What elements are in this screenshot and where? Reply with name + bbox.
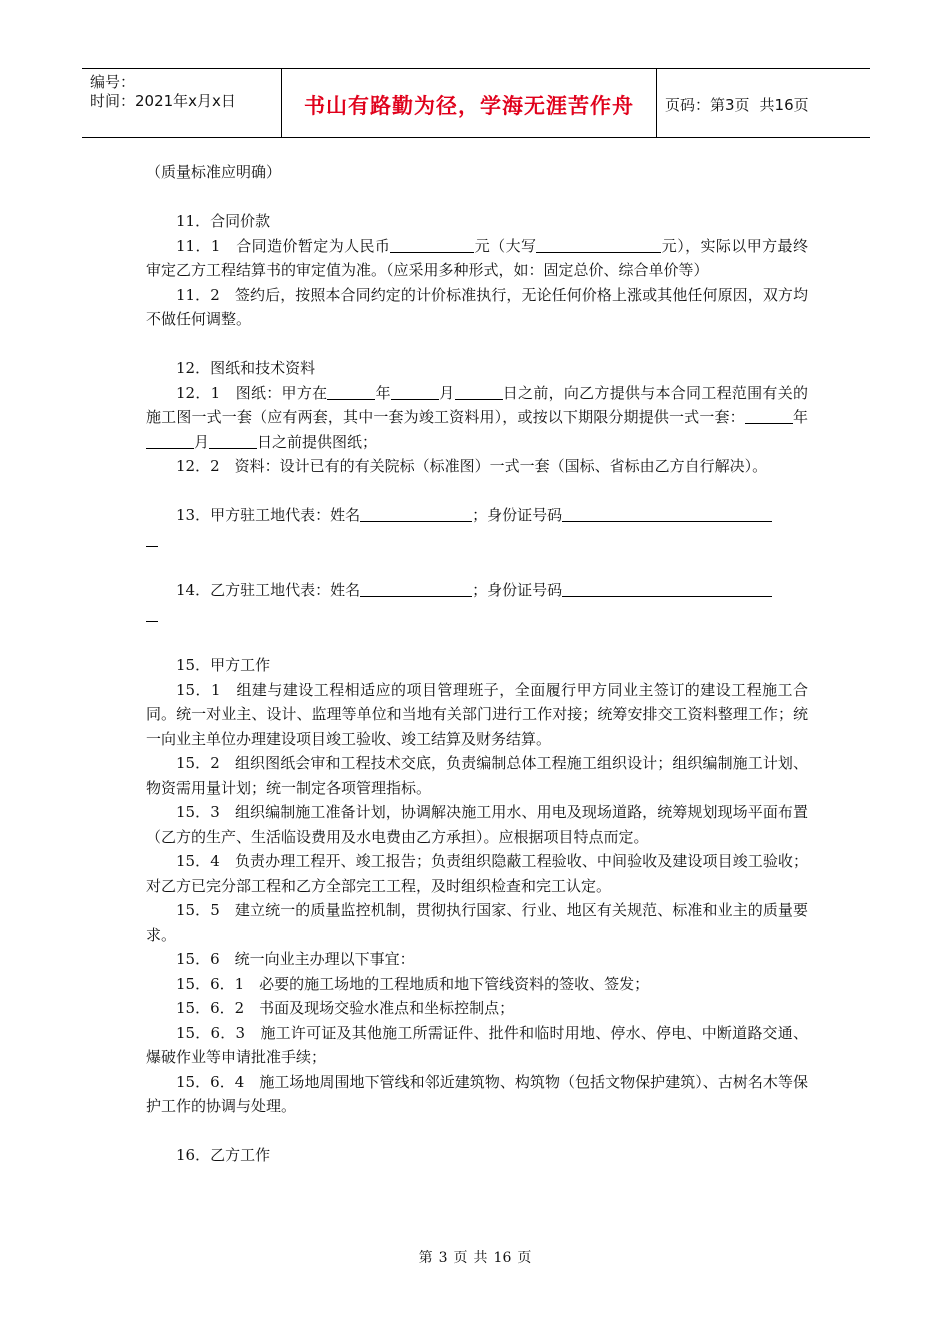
header-page-info: [657, 71, 870, 137]
footer-ye: 页: [453, 1250, 468, 1266]
party-b-rep-id-blank[interactable]: [562, 580, 772, 597]
section-15-6-2: 15．6．2 书面及现场交验水准点和坐标控制点；: [176, 999, 515, 1017]
section-12-1-text-c: 月: [438, 383, 455, 402]
document-time-label: 时间：2021年x月x日: [90, 92, 236, 110]
section-12-2: 12．2 资料：设计已有的有关院标（标准图）一式一套（国标、省标由乙方自行解决）。: [176, 457, 768, 475]
header-meta: [82, 69, 282, 137]
page-footer: [0, 1247, 950, 1267]
year-blank-2[interactable]: [745, 407, 793, 424]
party-a-rep-id-blank-cont[interactable]: [146, 530, 158, 547]
day-blank[interactable]: [455, 383, 503, 400]
section-11-1: [146, 234, 808, 283]
section-14-text-b: ；身份证号码: [472, 581, 563, 599]
section-15-heading: 15．甲方工作: [176, 656, 271, 674]
section-15-5: 15．5 建立统一的质量监控机制，贯彻执行国家、行业、地区有关规范、标准和业主的质量要求。: [146, 901, 808, 944]
section-11-1-text-c: 元），实际以甲方最终审定乙方工程结算书的审定值为准。（应采用多种形式，如：固定总价、综合单价等）: [146, 236, 808, 279]
section-11-2: 11．2 签约后，按照本合同约定的计价标准执行，无论任何价格上涨或其他任何原因，双方均不做任何调整。: [146, 285, 808, 328]
amount-blank[interactable]: [390, 236, 474, 253]
section-14-tail: [146, 603, 808, 628]
month-blank[interactable]: [391, 383, 439, 400]
party-a-rep-id-blank[interactable]: [562, 505, 772, 522]
section-15-3: 15．3 组织编制施工准备计划，协调解决施工用水、用电及现场道路，统筹规划现场平面布置（乙方的生产、生活临设费用及水电费由乙方承担）。应根据项目特点而定。: [146, 803, 808, 846]
section-13-tail: [146, 528, 808, 553]
section-15-2: 15．2 组织图纸会审和工程技术交底，负责编制总体工程施工组织设计；组织编制施工计划、物资需用量计划；统一制定各项管理指标。: [146, 754, 808, 797]
section-12-1-text-a: 12．1 图纸：甲方在: [176, 383, 328, 402]
header-page-total: 共16页: [759, 95, 809, 114]
header-motto-cell: [282, 69, 657, 137]
section-11-heading: 11．合同价款: [176, 212, 271, 230]
section-12-1-text-e: 年: [792, 408, 808, 426]
footer-gong: 共: [473, 1250, 488, 1266]
month-blank-2[interactable]: [146, 432, 194, 449]
footer-ye-2: 页: [517, 1250, 532, 1266]
footer-di: 第: [418, 1250, 433, 1266]
footer-page-number: 3: [438, 1250, 448, 1266]
section-15-6-4: 15．6．4 施工场地周围地下管线和邻近建筑物、构筑物（包括文物保护建筑）、古树名木等保护工作的协调与处理。: [146, 1072, 808, 1115]
section-12-heading: 12．图纸和技术资料: [176, 359, 316, 377]
section-12-1-text-g: 日之前提供图纸；: [257, 432, 378, 451]
section-15-4: 15．4 负责办理工程开、竣工报告；负责组织隐蔽工程验收、中间验收及建设项目竣工验收；对乙方已完分部工程和乙方全部完工工程，及时组织检查和完工认定。: [146, 852, 808, 895]
section-13: [146, 503, 808, 528]
quality-note: （质量标准应明确）: [146, 163, 282, 181]
page-header: [82, 68, 870, 138]
footer-total-pages: 16: [493, 1250, 512, 1266]
section-16-heading: 16．乙方工作: [176, 1146, 271, 1164]
amount-words-blank[interactable]: [536, 236, 661, 253]
section-12-1-text-d: 日之前，向乙方提供与本合同工程范围有关的施工图一式一套（应有两套，其中一套为竣工资料用），或按以下期限分期提供一式一套：: [146, 383, 808, 426]
section-12-1-text-b: 年: [375, 383, 391, 402]
document-body: [146, 160, 808, 1168]
section-14-text-a: 14．乙方驻工地代表：姓名: [176, 581, 361, 599]
section-15-6: 15．6 统一向业主办理以下事宜：: [176, 950, 415, 968]
section-15-6-3: 15．6．3 施工许可证及其他施工所需证件、批件和临时用地、停水、停电、中断道路交通、爆破作业等申请批准手续；: [146, 1023, 808, 1066]
header-page-number: 页码：第3页: [665, 95, 750, 114]
section-11-1-text-b: 元（大写: [474, 236, 537, 255]
section-11-1-text-a: 11．1 合同造价暂定为人民币: [176, 236, 391, 255]
section-13-text-b: ；身份证号码: [472, 506, 563, 524]
section-12-1: [146, 381, 808, 455]
document-number-label: 编号：: [90, 73, 136, 91]
section-15-6-1: 15．6．1 必要的施工场地的工程地质和地下管线资料的签收、签发；: [176, 974, 650, 993]
section-15-1: 15．1 组建与建设工程相适应的项目管理班子，全面履行甲方同业主签订的建设工程施工合同。统一对业主、设计、监理等单位和当地有关部门进行工作对接；统筹安排交工资料整理工作；统一向业主单位办理建设项目竣工验收、竣工结算及财务结算。: [146, 680, 808, 748]
party-b-rep-name-blank[interactable]: [360, 580, 472, 597]
section-12-1-text-f: 月: [194, 432, 210, 451]
day-blank-2[interactable]: [209, 432, 257, 449]
header-motto: 书山有路勤为径，学海无涯苦作舟: [304, 93, 634, 118]
section-14: [146, 578, 808, 603]
party-b-rep-id-blank-cont[interactable]: [146, 605, 158, 622]
section-13-text-a: 13．甲方驻工地代表：姓名: [176, 506, 361, 524]
party-a-rep-name-blank[interactable]: [360, 505, 472, 522]
year-blank[interactable]: [327, 383, 375, 400]
